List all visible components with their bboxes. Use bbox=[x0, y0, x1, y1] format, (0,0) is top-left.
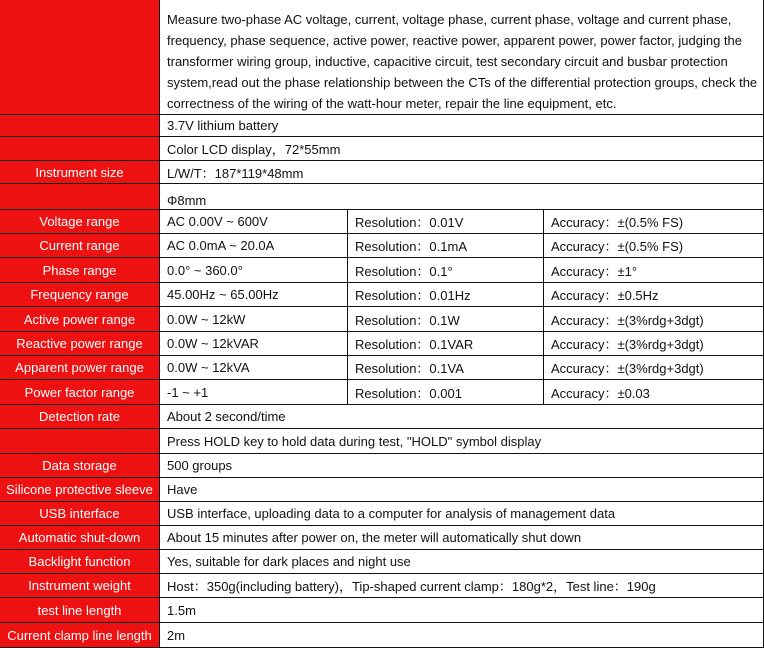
row-value: 3.7V lithium battery bbox=[167, 118, 279, 133]
row-label bbox=[0, 184, 160, 209]
spec-row-jaw-size bbox=[0, 184, 764, 210]
spec-row-reactive-power-range bbox=[0, 332, 764, 356]
resolution-value: Resolution：0.01V bbox=[348, 210, 544, 233]
row-label: Automatic shut-down bbox=[0, 526, 160, 549]
accuracy-value: Accuracy：±1° bbox=[551, 263, 638, 279]
row-label: Reactive power range bbox=[0, 332, 160, 355]
row-label: Power factor range bbox=[0, 380, 160, 404]
row-label: Data storage bbox=[0, 454, 160, 477]
row-label: Current clamp line length bbox=[0, 623, 160, 647]
accuracy-value: Accuracy：±0.5Hz bbox=[551, 288, 659, 303]
row-label: Current range bbox=[0, 234, 160, 257]
row-label: Active power range bbox=[0, 307, 160, 331]
accuracy-value: Accuracy：±(3%rdg+3dgt) bbox=[551, 312, 704, 328]
row-label: Apparent power range bbox=[0, 356, 160, 379]
range-value: 0.0W ~ 12kW bbox=[160, 307, 348, 331]
row-value: Color LCD display，72*55mm bbox=[167, 142, 341, 157]
spec-row-detection-rate bbox=[0, 405, 764, 429]
row-label bbox=[0, 137, 160, 160]
row-label: Instrument size bbox=[0, 161, 160, 183]
accuracy-value: Accuracy：±(3%rdg+3dgt) bbox=[551, 337, 704, 352]
row-value: L/W/T：187*119*48mm bbox=[167, 165, 304, 181]
spec-row-clamp-line-length bbox=[0, 623, 764, 648]
row-label: test line length bbox=[0, 598, 160, 622]
range-value: AC 0.0mA ~ 20.0A bbox=[160, 234, 348, 257]
spec-row-data-hold bbox=[0, 429, 764, 454]
row-value: Yes, suitable for dark places and night use bbox=[167, 554, 411, 569]
resolution-value: Resolution：0.1W bbox=[348, 307, 544, 331]
resolution-value: Resolution：0.1mA bbox=[348, 234, 544, 257]
spec-row-function bbox=[0, 0, 764, 115]
row-label bbox=[0, 115, 160, 136]
accuracy-value: Accuracy：±(0.5% FS) bbox=[551, 215, 684, 230]
resolution-value: Resolution：0.1° bbox=[348, 258, 544, 282]
accuracy-value: Accuracy：±(3%rdg+3dgt) bbox=[551, 361, 704, 376]
spec-row-instrument-size bbox=[0, 161, 764, 184]
row-value: Host：350g(including battery)，Tip-shaped current clamp：180g*2，Test line：190g bbox=[167, 579, 656, 594]
row-label: Silicone protective sleeve bbox=[0, 478, 160, 501]
range-value: 0.0W ~ 12kVA bbox=[160, 356, 348, 379]
spec-row-apparent-power-range bbox=[0, 356, 764, 380]
row-label bbox=[0, 0, 160, 114]
spec-row-data-storage bbox=[0, 454, 764, 478]
row-value: Have bbox=[167, 482, 198, 497]
row-label: USB interface bbox=[0, 502, 160, 525]
spec-row-battery bbox=[0, 115, 764, 137]
spec-row-usb-interface bbox=[0, 502, 764, 526]
row-value: Press HOLD key to hold data during test, "HOLD" symbol display bbox=[167, 433, 542, 449]
row-value: About 15 minutes after power on, the meter will automatically shut down bbox=[167, 530, 582, 545]
row-value: Φ8mm bbox=[167, 193, 207, 208]
resolution-value: Resolution：0.01Hz bbox=[348, 283, 544, 306]
row-label: Instrument weight bbox=[0, 574, 160, 597]
row-label: Voltage range bbox=[0, 210, 160, 233]
spec-row-power-factor-range bbox=[0, 380, 764, 405]
accuracy-value: Accuracy：±(0.5% FS) bbox=[551, 239, 684, 254]
resolution-value: Resolution：0.1VA bbox=[348, 356, 544, 379]
spec-row-current-range bbox=[0, 234, 764, 258]
range-value: 0.0° ~ 360.0° bbox=[160, 258, 348, 282]
spec-row-active-power-range bbox=[0, 307, 764, 332]
row-label: Frequency range bbox=[0, 283, 160, 306]
range-value: -1 ~ +1 bbox=[160, 380, 348, 404]
row-value: 1.5m bbox=[167, 602, 196, 618]
spec-row-phase-range bbox=[0, 258, 764, 283]
row-label bbox=[0, 429, 160, 453]
spec-row-frequency-range bbox=[0, 283, 764, 307]
spec-row-backlight bbox=[0, 550, 764, 574]
function-description: Measure two-phase AC voltage, current, voltage phase, current phase, voltage and current phase, frequency, phase sequence, active power, reactive power, apparent power, power factor, judging the transformer wiring group, inductive, capacitive circuit, test secondary circuit and busbar protection system,read out the phase relationship between the CTs of the differential protection groups, check the correctness of the wiring of the watt-hour meter, repair the line equipment, etc. bbox=[167, 12, 758, 111]
row-value: 500 groups bbox=[167, 458, 233, 473]
resolution-value: Resolution：0.001 bbox=[348, 380, 544, 404]
spec-row-auto-shutdown bbox=[0, 526, 764, 550]
row-value: USB interface, uploading data to a computer for analysis of management data bbox=[167, 506, 616, 521]
row-label: Backlight function bbox=[0, 550, 160, 573]
spec-row-protective-sleeve bbox=[0, 478, 764, 502]
spec-row-instrument-weight bbox=[0, 574, 764, 598]
spec-row-test-line-length bbox=[0, 598, 764, 623]
row-value: 2m bbox=[167, 627, 186, 643]
resolution-value: Resolution：0.1VAR bbox=[348, 332, 544, 355]
row-value: About 2 second/time bbox=[167, 409, 286, 424]
range-value: 0.0W ~ 12kVAR bbox=[160, 332, 348, 355]
row-label: Phase range bbox=[0, 258, 160, 282]
range-value: AC 0.00V ~ 600V bbox=[160, 210, 348, 233]
spec-row-voltage-range bbox=[0, 210, 764, 234]
row-label: Detection rate bbox=[0, 405, 160, 428]
range-value: 45.00Hz ~ 65.00Hz bbox=[160, 283, 348, 306]
spec-row-display bbox=[0, 137, 764, 161]
accuracy-value: Accuracy：±0.03 bbox=[551, 385, 650, 401]
